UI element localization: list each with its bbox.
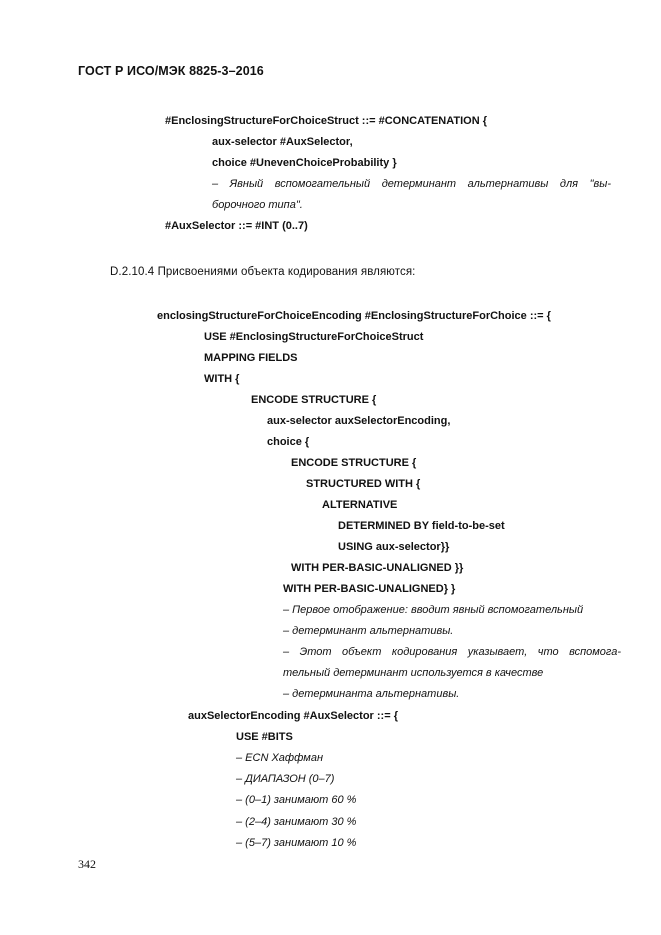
code-line: ENCODE STRUCTURE { <box>291 457 417 469</box>
code-comment: борочного типа". <box>212 199 303 211</box>
code-comment: – (0–1) занимают 60 % <box>236 794 357 806</box>
document-header: ГОСТ Р ИСО/МЭК 8825-3–2016 <box>78 64 264 78</box>
code-line: choice #UnevenChoiceProbability } <box>212 157 397 169</box>
code-line: aux-selector auxSelectorEncoding, <box>267 415 451 427</box>
page-number: 342 <box>78 857 96 871</box>
code-line: ENCODE STRUCTURE { <box>251 394 377 406</box>
code-line: enclosingStructureForChoiceEncoding #EnclosingStructureForChoice ::= { <box>157 310 551 322</box>
code-comment: тельный детерминант используется в качестве <box>283 667 544 679</box>
code-line: choice { <box>267 436 310 448</box>
code-line: STRUCTURED WITH { <box>306 478 421 490</box>
code-comment: – детерминант альтернативы. <box>283 625 454 637</box>
code-line: DETERMINED BY field-to-be-set <box>338 520 505 532</box>
code-comment: – Первое отображение: вводит явный вспомогательный <box>283 604 584 616</box>
code-line: MAPPING FIELDS <box>204 352 298 364</box>
code-line: aux-selector #AuxSelector, <box>212 136 353 148</box>
code-comment: – детерминанта альтернативы. <box>283 688 460 700</box>
code-line: USE #BITS <box>236 731 293 743</box>
code-line: USE #EnclosingStructureForChoiceStruct <box>204 331 424 343</box>
code-line: WITH PER-BASIC-UNALIGNED} } <box>283 583 456 595</box>
section-paragraph: D.2.10.4 Присвоениями объекта кодирования являются: <box>110 266 416 278</box>
code-line: WITH PER-BASIC-UNALIGNED }} <box>291 562 464 574</box>
code-line: ALTERNATIVE <box>322 499 398 511</box>
code-line: #AuxSelector ::= #INT (0..7) <box>165 220 308 232</box>
code-line: USING aux-selector}} <box>338 541 450 553</box>
code-comment: – (5–7) занимают 10 % <box>236 837 357 849</box>
code-line: auxSelectorEncoding #AuxSelector ::= { <box>188 710 398 722</box>
code-line: WITH { <box>204 373 240 385</box>
code-comment: – ECN Хаффман <box>236 752 324 764</box>
code-comment: – Этот объект кодирования указывает, что вспомога- <box>283 646 621 658</box>
code-comment: – (2–4) занимают 30 % <box>236 816 357 828</box>
code-comment: – ДИАПАЗОН (0–7) <box>236 773 335 785</box>
code-line: #EnclosingStructureForChoiceStruct ::= #CONCATENATION { <box>165 115 487 127</box>
code-comment: – Явный вспомогательный детерминант альтернативы для "вы- <box>212 178 611 190</box>
